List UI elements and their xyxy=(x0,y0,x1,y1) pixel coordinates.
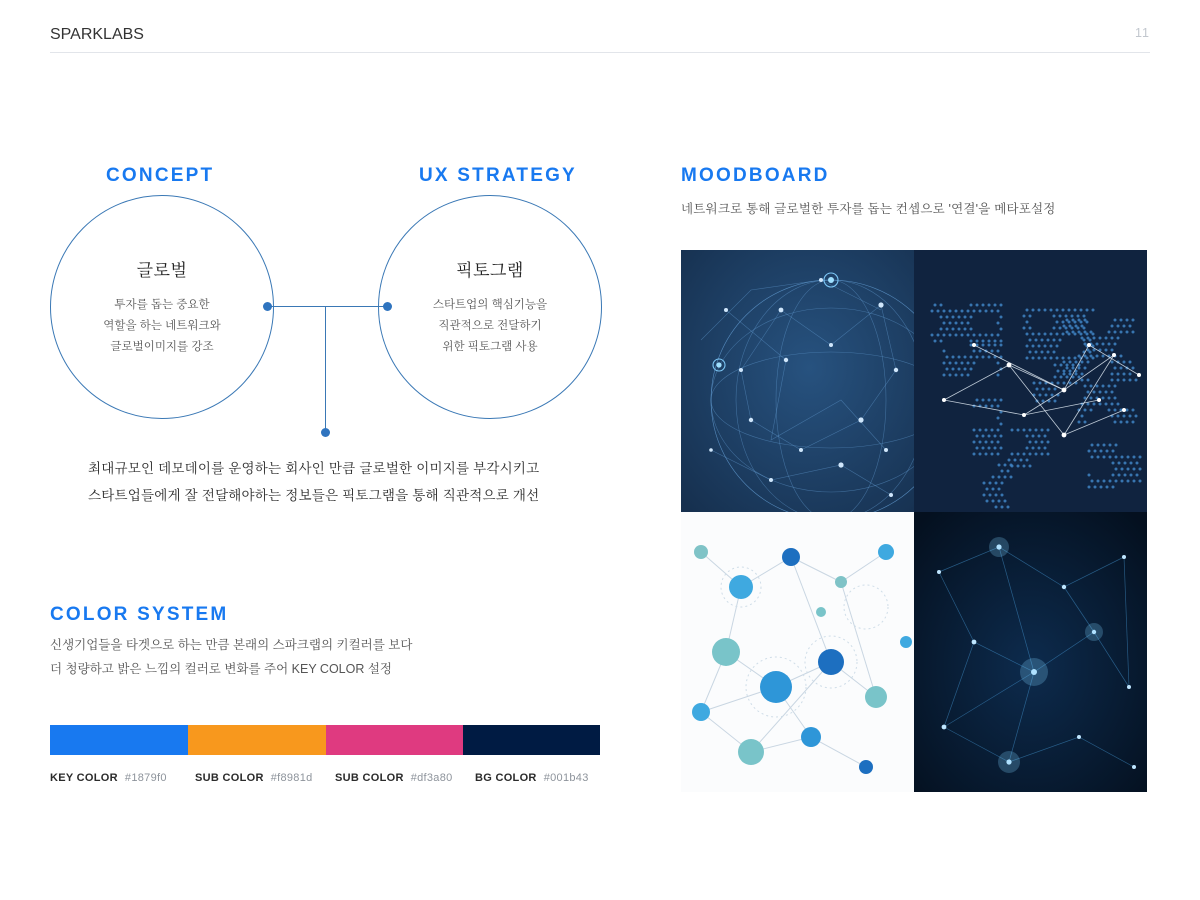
color-legend-hex: #df3a80 xyxy=(410,772,453,784)
ux-body-line-3: 위한 픽토그램 사용 xyxy=(442,341,538,354)
color-legend-hex: #1879f0 xyxy=(124,772,167,784)
node-cluster-image xyxy=(681,512,914,792)
concept-circle-heading: 글로벌 xyxy=(136,260,188,280)
color-legend-label: BG COLOR xyxy=(475,772,537,784)
connector-dot-bottom xyxy=(321,428,330,437)
color-legend xyxy=(50,772,670,784)
connector-dot-left xyxy=(263,302,272,311)
ux-body-line-2: 직관적으로 전달하기 xyxy=(438,319,542,332)
connector-horizontal-line xyxy=(268,306,388,307)
brand-label: SPARKLABS xyxy=(50,26,144,43)
concept-body-line-3: 글로벌이미지를 강조 xyxy=(110,341,214,354)
color-legend-item-2 xyxy=(195,772,335,784)
color-system-title: COLOR SYSTEM xyxy=(50,604,229,625)
concept-body-line-1: 투자를 돕는 중요한 xyxy=(114,298,210,311)
color-system-description xyxy=(50,634,610,682)
concept-section-title: CONCEPT xyxy=(106,165,215,186)
dotted-world-map-image xyxy=(914,250,1147,512)
color-legend-item-1 xyxy=(50,772,195,784)
network-globe-image xyxy=(681,250,914,512)
concept-circle xyxy=(50,195,274,419)
ux-circle xyxy=(378,195,602,419)
color-legend-hex: #001b43 xyxy=(543,772,589,784)
moodboard-title: MOODBOARD xyxy=(681,165,830,186)
connector-vertical-line xyxy=(325,306,326,434)
ux-body-line-1: 스타트업의 핵심기능을 xyxy=(432,298,548,311)
color-legend-label: SUB COLOR xyxy=(195,772,264,784)
ux-circle-body xyxy=(433,295,547,359)
concept-circle-body xyxy=(103,295,220,359)
color-swatch-3 xyxy=(326,725,463,755)
concept-body-line-2: 역할을 하는 네트워크와 xyxy=(103,319,221,332)
concept-summary-line-2: 스타트업들에게 잘 전달해야하는 정보들은 픽토그램을 통해 직관적으로 개선 xyxy=(88,488,540,503)
color-desc-line-2: 더 청량하고 밝은 느낌의 컬러로 변화를 주어 KEY COLOR 설정 xyxy=(50,661,392,676)
connector-dot-right xyxy=(383,302,392,311)
ux-circle-heading: 픽토그램 xyxy=(456,260,524,280)
color-swatch-4 xyxy=(463,725,600,755)
color-legend-label: SUB COLOR xyxy=(335,772,404,784)
color-swatch-2 xyxy=(188,725,326,755)
concept-summary-line-1: 최대규모인 데모데이를 운영하는 회사인 만큼 글로벌한 이미지를 부각시키고 xyxy=(88,461,540,476)
glowing-network-image xyxy=(914,512,1147,792)
page-header xyxy=(50,26,1150,53)
page-number: 11 xyxy=(1135,26,1150,40)
moodboard-grid xyxy=(681,250,1147,792)
moodboard-description: 네트워크로 통해 글로벌한 투자를 돕는 컨셉으로 '연결'을 메타포설정 xyxy=(681,202,1056,216)
concept-summary xyxy=(88,455,608,509)
color-legend-label: KEY COLOR xyxy=(50,772,118,784)
color-desc-line-1: 신생기업들을 타겟으로 하는 만큼 본래의 스파크랩의 키컬러를 보다 xyxy=(50,638,413,652)
color-legend-hex: #f8981d xyxy=(270,772,313,784)
color-legend-item-3 xyxy=(335,772,475,784)
color-swatch-1 xyxy=(50,725,188,755)
color-legend-item-4 xyxy=(475,772,615,784)
color-swatch-row xyxy=(50,725,600,755)
ux-section-title: UX STRATEGY xyxy=(419,165,577,186)
